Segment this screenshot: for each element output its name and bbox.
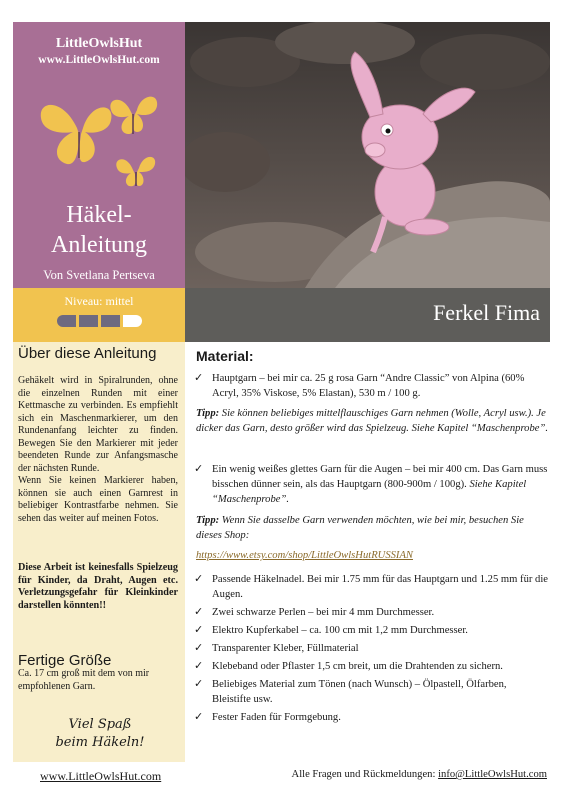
enjoy-note xyxy=(30,716,170,752)
tip-block xyxy=(196,513,548,543)
checkmark-icon: ✓ xyxy=(194,573,204,585)
checkmark-icon: ✓ xyxy=(194,660,204,672)
difficulty-segment-empty xyxy=(123,315,142,327)
material-item-text: Passende Häkelnadel. Bei mir 1.75 mm für das Hauptgarn und 1.25 mm für die Augen. xyxy=(212,574,548,600)
checkmark-icon: ✓ xyxy=(194,678,204,690)
checkmark-icon: ✓ xyxy=(194,463,204,475)
brand-url: www.LittleOwlsHut.com xyxy=(38,54,160,66)
about-paragraph-2: Wenn Sie keinen Markierer haben, können sie auch einen Garnrest in beliebiger Kontrastfarbe nehmen. Sie sehen das weiter auf meinen Fotos. xyxy=(18,475,178,524)
material-item-ref: Siehe Kapitel “Maschenprobe”. xyxy=(212,479,527,505)
size-heading: Fertige Größe xyxy=(18,652,112,669)
about-heading: Über diese Anleitung xyxy=(18,345,157,362)
difficulty-segment xyxy=(101,315,120,327)
material-item xyxy=(196,371,548,401)
difficulty-label: Niveau: mittel xyxy=(64,294,134,308)
shop-link-row xyxy=(196,548,548,563)
difficulty-segment xyxy=(79,315,98,327)
tip-label: Tipp: xyxy=(196,408,220,419)
checkmark-icon: ✓ xyxy=(194,711,204,723)
size-text: Ca. 17 cm groß mit dem von mir empfohlenen Garn. xyxy=(18,668,150,692)
about-paragraph-1: Gehäkelt wird in Spiralrunden, ohne die einzelnen Runden mit einer Kettmasche zu verbinden. Es empfiehlt sich ein Maschenmarkierer, um den Rundenanfang leichter zu finden. Bewegen Sie den Markierer mit jeder beendeten Runde zur Anfangsmasche der nächsten Runde. xyxy=(18,375,178,474)
checkmark-icon: ✓ xyxy=(194,624,204,636)
checkmark-icon: ✓ xyxy=(194,642,204,654)
footer-email-link[interactable]: info@LittleOwlsHut.com xyxy=(438,769,547,780)
enjoy-note-line1: Viel Spaß xyxy=(68,717,132,732)
material-item-text: Hauptgarn – bei mir ca. 25 g rosa Garn “Andre Classic” von Alpina (60% Acryl, 35% Viskose, 5% Elastan), 530 m / 100 g. xyxy=(212,373,525,399)
footer-contact xyxy=(292,769,547,780)
pig-photo-image xyxy=(185,22,550,288)
checkmark-icon: ✓ xyxy=(194,606,204,618)
difficulty-segment xyxy=(57,315,76,327)
material-item xyxy=(196,462,548,507)
material-item-text: Beliebiges Material zum Tönen (nach Wunsch) – Ölpastell, Ölfarben, Bleistifte usw. xyxy=(212,679,507,705)
tip-label: Tipp: xyxy=(196,515,220,526)
about-text xyxy=(18,375,178,525)
material-item-text: Zwei schwarze Perlen – bei mir 4 mm Durchmesser. xyxy=(212,607,435,618)
shop-link[interactable]: https://www.etsy.com/shop/LittleOwlsHutRUSSIAN xyxy=(196,550,413,561)
tip-text: Wenn Sie dasselbe Garn verwenden möchten, wie bei mir, besuchen Sie dieses Shop: xyxy=(196,515,524,541)
difficulty-meter xyxy=(57,315,142,327)
material-item-text: Klebeband oder Pflaster 1,5 cm breit, um die Drahtenden zu sichern. xyxy=(212,661,503,672)
material-item-text: Transparenter Kleber, Füllmaterial xyxy=(212,643,359,654)
material-list xyxy=(196,572,548,725)
butterflies-icon xyxy=(33,88,183,198)
cover-sidebar xyxy=(13,22,185,288)
checkmark-icon: ✓ xyxy=(194,372,204,384)
brand-name: LittleOwlsHut xyxy=(55,36,143,51)
pattern-title-line2: Anleitung xyxy=(51,232,147,258)
product-title-bar xyxy=(185,288,550,342)
safety-warning: Diese Arbeit ist keinesfalls Spielzeug für Kinder, da Draht, Augen etc. Verletzungsgefahr für Kleinkinder darstellen könnten!! xyxy=(18,562,178,611)
brand-block xyxy=(13,36,185,68)
material-heading: Material: xyxy=(196,348,254,364)
product-name: Ferkel Fima xyxy=(433,300,540,325)
footer-contact-label: Alle Fragen und Rückmeldungen: xyxy=(291,769,439,780)
footer-url-link[interactable]: www.LittleOwlsHut.com xyxy=(40,769,162,783)
enjoy-note-line2: beim Häkeln! xyxy=(55,735,145,750)
difficulty-box xyxy=(13,288,185,342)
tip-text: Sie können beliebiges mittelflauschiges Garn nehmen (Wolle, Acryl usw.). Je dicker das Garn, desto größer wird das Spielzeug. Siehe Kapitel “Maschenprobe”. xyxy=(196,408,549,434)
material-item-text: Ein wenig weißes glettes Garn für die Augen – bei mir 400 cm. Das Garn muss bisschen dünner sein, als das Hauptgarn (800-900m / 100g). xyxy=(212,464,548,490)
material-item-text: Elektro Kupferkabel – ca. 100 cm mit 1,2 mm Durchmesser. xyxy=(212,625,468,636)
author-name: Von Svetlana Pertseva xyxy=(43,268,155,282)
pattern-title-line1: Häkel- xyxy=(66,202,132,228)
product-photo xyxy=(185,22,550,288)
pattern-title xyxy=(13,200,185,260)
tip-block xyxy=(196,406,548,436)
material-item-text: Fester Faden für Formgebung. xyxy=(212,712,341,723)
